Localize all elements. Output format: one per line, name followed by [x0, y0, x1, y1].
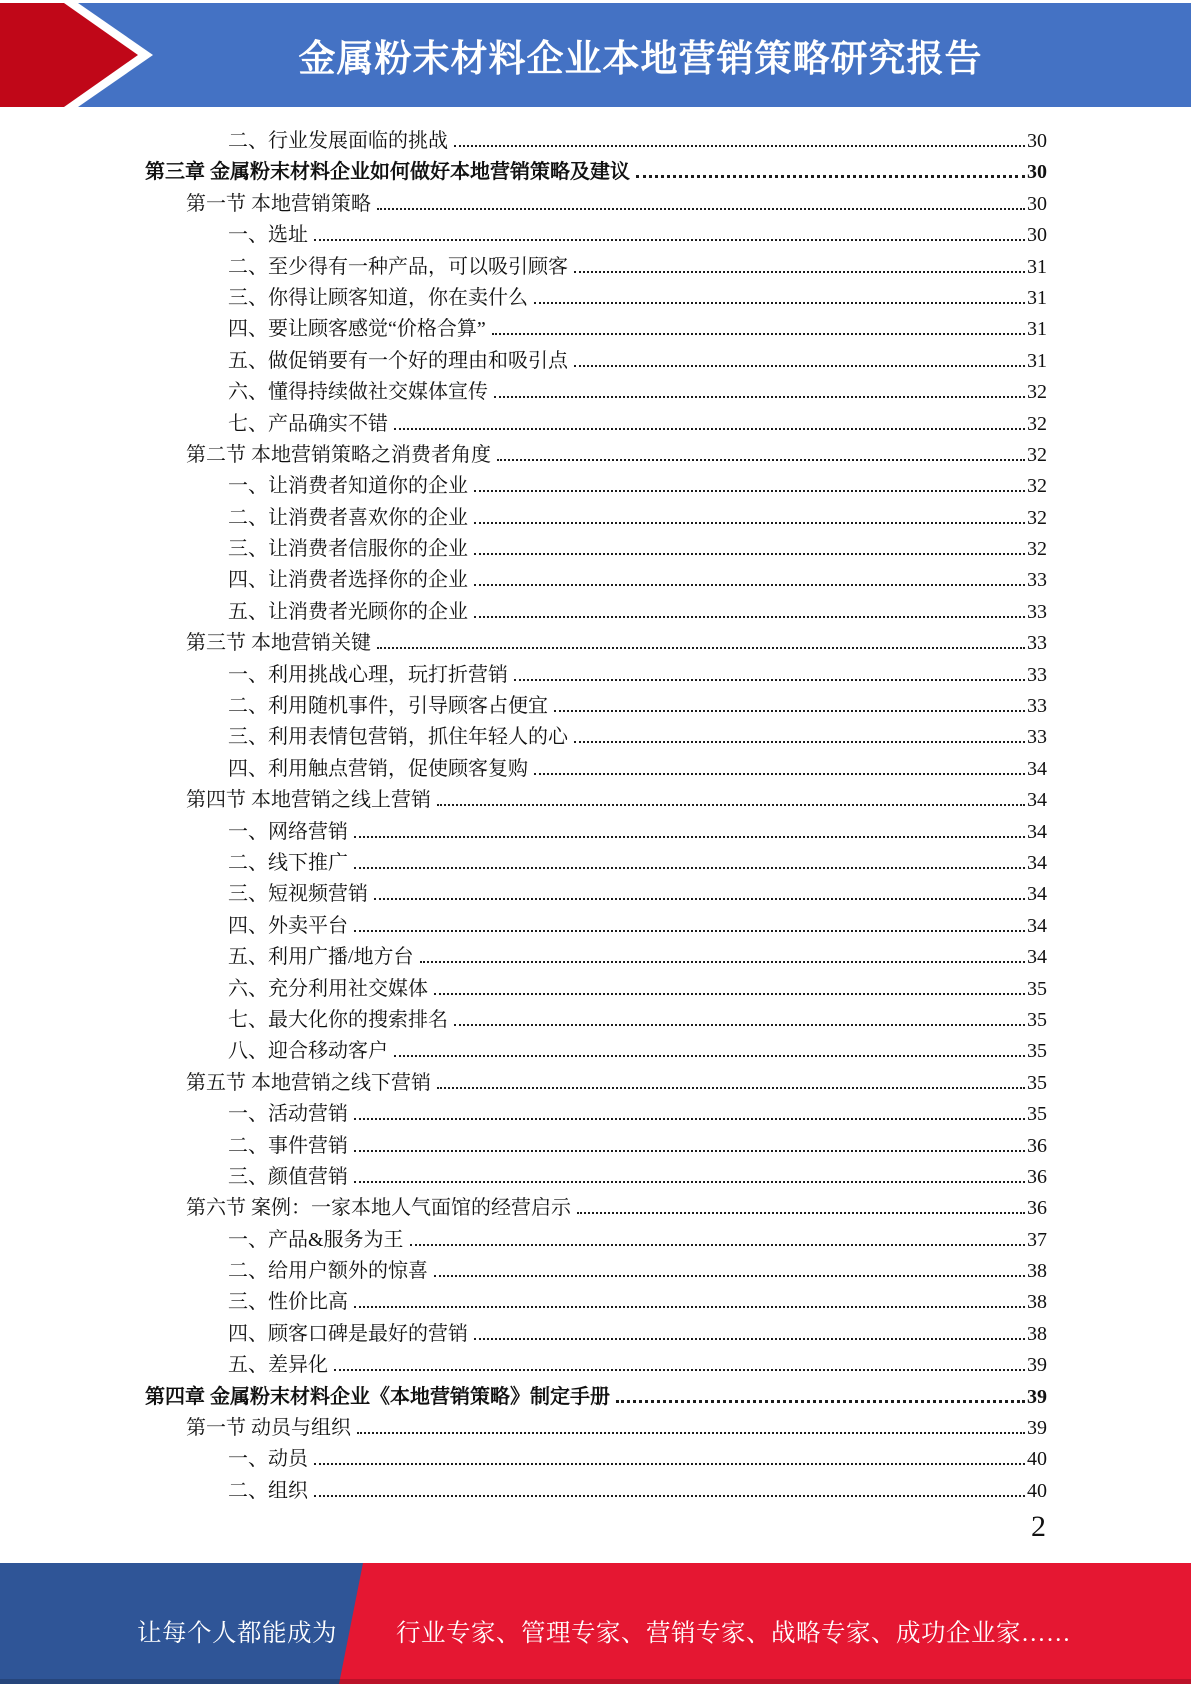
- toc-entry-label: 四、外卖平台: [228, 914, 348, 937]
- toc-page-number: 32: [1027, 412, 1047, 435]
- toc-entry-label: 三、性价比高: [228, 1291, 348, 1314]
- toc-entry[interactable]: [145, 469, 1047, 500]
- toc-page-number: 36: [1027, 1165, 1047, 1188]
- toc-leader-dots: [437, 1085, 1025, 1089]
- toc-entry[interactable]: [145, 783, 1047, 814]
- toc-entry[interactable]: [145, 595, 1047, 626]
- toc-leader-dots: [354, 1148, 1025, 1152]
- toc-page-number: 31: [1027, 286, 1047, 309]
- toc-leader-dots: [474, 1336, 1025, 1340]
- toc-page-number: 31: [1027, 255, 1047, 278]
- toc-page-number: 30: [1027, 130, 1047, 152]
- toc-leader-dots: [574, 739, 1025, 743]
- toc-page-number: 35: [1027, 977, 1047, 1000]
- toc-entry[interactable]: [145, 501, 1047, 532]
- toc-page-number: 38: [1027, 1291, 1047, 1314]
- toc-leader-dots: [434, 991, 1025, 995]
- toc-page-number: 39: [1027, 1385, 1047, 1408]
- toc-leader-dots: [474, 551, 1025, 555]
- toc-entry[interactable]: [145, 124, 1047, 155]
- table-of-contents: [145, 124, 1047, 1505]
- toc-entry[interactable]: [145, 438, 1047, 469]
- toc-entry-label: 二、利用随机事件，引导顾客占便宜: [228, 695, 548, 718]
- toc-entry-label: 三、你得让顾客知道，你在卖什么: [228, 286, 528, 309]
- toc-entry[interactable]: [145, 1066, 1047, 1097]
- toc-page-number: 32: [1027, 538, 1047, 561]
- toc-entry-label: 第二节 本地营销策略之消费者角度: [186, 443, 491, 466]
- toc-entry-label: 二、行业发展面临的挑战: [228, 130, 448, 152]
- toc-entry-label: 第四节 本地营销之线上营销: [186, 789, 431, 812]
- toc-entry-label: 五、利用广播/地方台: [228, 946, 414, 969]
- toc-entry-label: 四、让消费者选择你的企业: [228, 569, 468, 592]
- toc-leader-dots: [497, 457, 1025, 461]
- toc-entry-label: 七、最大化你的搜索排名: [228, 1008, 448, 1031]
- toc-entry-label: 五、让消费者光顾你的企业: [228, 600, 468, 623]
- toc-entry-label: 八、迎合移动客户: [228, 1040, 388, 1063]
- toc-page-number: 37: [1027, 1228, 1047, 1251]
- toc-entry-label: 第一节 本地营销策略: [186, 192, 371, 215]
- toc-leader-dots: [377, 206, 1025, 210]
- toc-entry[interactable]: [145, 1474, 1047, 1505]
- toc-entry-label: 二、事件营销: [228, 1134, 348, 1157]
- toc-page-number: 39: [1027, 1354, 1047, 1377]
- toc-leader-dots: [394, 1053, 1025, 1057]
- toc-entry[interactable]: [145, 1348, 1047, 1379]
- toc-page-number: 33: [1027, 632, 1047, 655]
- toc-page-number: 31: [1027, 349, 1047, 372]
- toc-leader-dots: [454, 143, 1025, 147]
- toc-entry[interactable]: [145, 312, 1047, 343]
- toc-entry-label: 四、利用触点营销，促使顾客复购: [228, 757, 528, 780]
- toc-page-number: 33: [1027, 726, 1047, 749]
- toc-page-number: 32: [1027, 443, 1047, 466]
- toc-leader-dots: [410, 1242, 1025, 1246]
- toc-leader-dots: [377, 645, 1025, 649]
- toc-leader-dots: [420, 959, 1025, 963]
- toc-leader-dots: [474, 582, 1025, 586]
- toc-entry-label: 一、选址: [228, 224, 308, 247]
- footer-banner: [0, 1563, 1191, 1684]
- toc-leader-dots: [314, 1461, 1025, 1465]
- toc-entry-label: 五、做促销要有一个好的理由和吸引点: [228, 349, 568, 372]
- toc-page-number: 32: [1027, 381, 1047, 404]
- toc-page-number: 40: [1027, 1479, 1047, 1502]
- toc-page-number: 38: [1027, 1260, 1047, 1283]
- toc-page-number: 36: [1027, 1134, 1047, 1157]
- toc-entry-label: 三、利用表情包营销，抓住年轻人的心: [228, 726, 568, 749]
- toc-leader-dots: [474, 520, 1025, 524]
- toc-leader-dots: [354, 1179, 1025, 1183]
- toc-entry-label: 三、让消费者信服你的企业: [228, 538, 468, 561]
- toc-leader-dots: [454, 1022, 1025, 1026]
- toc-entry[interactable]: [145, 1003, 1047, 1034]
- toc-entry-label: 三、短视频营销: [228, 883, 368, 906]
- toc-entry-label: 第五节 本地营销之线下营销: [186, 1071, 431, 1094]
- toc-page-number: 34: [1027, 757, 1047, 780]
- toc-page-number: 39: [1027, 1417, 1047, 1440]
- toc-leader-dots: [554, 708, 1025, 712]
- toc-entry[interactable]: [145, 877, 1047, 908]
- toc-page-number: 34: [1027, 820, 1047, 843]
- toc-page-number: 34: [1027, 914, 1047, 937]
- toc-entry[interactable]: [145, 1034, 1047, 1065]
- toc-entry[interactable]: [145, 972, 1047, 1003]
- toc-entry-label: 二、组织: [228, 1479, 308, 1502]
- toc-entry[interactable]: [145, 281, 1047, 312]
- toc-entry-label: 四、要让顾客感觉“价格合算”: [228, 318, 486, 341]
- toc-page-number: 34: [1027, 789, 1047, 812]
- toc-entry[interactable]: [145, 1223, 1047, 1254]
- toc-leader-dots: [314, 237, 1025, 241]
- toc-leader-dots: [434, 1273, 1025, 1277]
- toc-page-number: 40: [1027, 1448, 1047, 1471]
- toc-entry-label: 第六节 案例：一家本地人气面馆的经营启示: [186, 1197, 571, 1220]
- toc-entry[interactable]: [145, 1380, 1047, 1411]
- toc-entry[interactable]: [145, 407, 1047, 438]
- toc-entry-label: 第三节 本地营销关键: [186, 632, 371, 655]
- toc-leader-dots: [357, 1430, 1025, 1434]
- toc-leader-dots: [494, 394, 1025, 398]
- toc-leader-dots: [514, 677, 1025, 681]
- toc-leader-dots: [534, 771, 1025, 775]
- header-banner: [0, 3, 1191, 107]
- toc-entry-label: 三、颜值营销: [228, 1165, 348, 1188]
- footer-bottom-shade: [0, 1679, 1191, 1684]
- toc-entry-label: 二、让消费者喜欢你的企业: [228, 506, 468, 529]
- toc-entry-label: 六、懂得持续做社交媒体宣传: [228, 381, 488, 404]
- toc-entry[interactable]: [145, 563, 1047, 594]
- toc-entry[interactable]: [145, 344, 1047, 375]
- toc-entry-label: 一、活动营销: [228, 1103, 348, 1126]
- toc-entry[interactable]: [145, 689, 1047, 720]
- toc-entry[interactable]: [145, 1442, 1047, 1473]
- toc-entry-label: 六、充分利用社交媒体: [228, 977, 428, 1000]
- toc-leader-dots: [354, 865, 1025, 869]
- toc-entry-label: 一、利用挑战心理，玩打折营销: [228, 663, 508, 686]
- toc-page-number: 35: [1027, 1071, 1047, 1094]
- toc-entry[interactable]: [145, 187, 1047, 218]
- toc-entry[interactable]: [145, 375, 1047, 406]
- toc-entry[interactable]: [145, 1191, 1047, 1222]
- toc-page-number: 35: [1027, 1008, 1047, 1031]
- toc-leader-dots: [354, 928, 1025, 932]
- toc-leader-dots: [636, 173, 1025, 178]
- toc-entry-label: 一、动员: [228, 1448, 308, 1471]
- toc-entry[interactable]: [145, 909, 1047, 940]
- toc-entry[interactable]: [145, 1160, 1047, 1191]
- toc-entry-label: 二、至少得有一种产品，可以吸引顾客: [228, 255, 568, 278]
- toc-entry-label: 一、产品&服务为王: [228, 1228, 404, 1251]
- toc-page-number: 36: [1027, 1197, 1047, 1220]
- toc-page-number: 33: [1027, 695, 1047, 718]
- toc-entry[interactable]: [145, 626, 1047, 657]
- toc-leader-dots: [577, 1210, 1025, 1214]
- page-number: 2: [1031, 1510, 1046, 1543]
- toc-entry[interactable]: [145, 155, 1047, 186]
- toc-entry[interactable]: [145, 940, 1047, 971]
- toc-entry[interactable]: [145, 1097, 1047, 1128]
- toc-leader-dots: [474, 614, 1025, 618]
- toc-page-number: 33: [1027, 663, 1047, 686]
- toc-entry-label: 七、产品确实不错: [228, 412, 388, 435]
- toc-page-number: 33: [1027, 600, 1047, 623]
- toc-page-number: 34: [1027, 946, 1047, 969]
- toc-page-number: 35: [1027, 1103, 1047, 1126]
- toc-page-number: 38: [1027, 1322, 1047, 1345]
- toc-page-number: 31: [1027, 318, 1047, 341]
- toc-entry[interactable]: [145, 1285, 1047, 1316]
- toc-entry-label: 一、网络营销: [228, 820, 348, 843]
- toc-entry-label: 二、给用户额外的惊喜: [228, 1260, 428, 1283]
- toc-entry[interactable]: [145, 532, 1047, 563]
- toc-page-number: 34: [1027, 851, 1047, 874]
- toc-leader-dots: [492, 331, 1025, 335]
- toc-entry-label: 第三章 金属粉末材料企业如何做好本地营销策略及建议: [145, 161, 630, 184]
- toc-leader-dots: [616, 1398, 1025, 1403]
- toc-entry[interactable]: [145, 1254, 1047, 1285]
- toc-leader-dots: [574, 269, 1025, 273]
- toc-entry-label: 五、差异化: [228, 1354, 328, 1377]
- toc-leader-dots: [354, 834, 1025, 838]
- toc-entry[interactable]: [145, 846, 1047, 877]
- toc-leader-dots: [574, 363, 1025, 367]
- report-title: 金属粉末材料企业本地营销策略研究报告: [298, 38, 983, 79]
- toc-entry-label: 第一节 动员与组织: [186, 1417, 351, 1440]
- toc-page-number: 35: [1027, 1040, 1047, 1063]
- toc-leader-dots: [334, 1367, 1025, 1371]
- toc-leader-dots: [354, 1116, 1025, 1120]
- toc-entry[interactable]: [145, 720, 1047, 751]
- toc-entry-label: 第四章 金属粉末材料企业《本地营销策略》制定手册: [145, 1385, 610, 1408]
- toc-leader-dots: [314, 1493, 1025, 1497]
- toc-leader-dots: [534, 300, 1025, 304]
- toc-entry-label: 二、线下推广: [228, 851, 348, 874]
- toc-entry[interactable]: [145, 218, 1047, 249]
- toc-entry[interactable]: [145, 1411, 1047, 1442]
- toc-page-number: 30: [1027, 192, 1047, 215]
- toc-page-number: 32: [1027, 506, 1047, 529]
- toc-page-number: 30: [1027, 161, 1047, 184]
- toc-entry[interactable]: [145, 1129, 1047, 1160]
- toc-entry[interactable]: [145, 250, 1047, 281]
- toc-page-number: 34: [1027, 883, 1047, 906]
- toc-leader-dots: [374, 896, 1025, 900]
- toc-entry-label: 一、让消费者知道你的企业: [228, 475, 468, 498]
- toc-entry[interactable]: [145, 815, 1047, 846]
- toc-leader-dots: [474, 488, 1025, 492]
- toc-leader-dots: [354, 1304, 1025, 1308]
- toc-page-number: 33: [1027, 569, 1047, 592]
- footer-slogan-right: 行业专家、管理专家、营销专家、战略专家、成功企业家……: [396, 1620, 1071, 1647]
- toc-page-number: 32: [1027, 475, 1047, 498]
- footer-slogan-left: 让每个人都能成为: [137, 1620, 337, 1647]
- toc-entry[interactable]: [145, 658, 1047, 689]
- toc-leader-dots: [437, 802, 1025, 806]
- toc-leader-dots: [394, 426, 1025, 430]
- toc-entry[interactable]: [145, 752, 1047, 783]
- toc-entry-label: 四、顾客口碑是最好的营销: [228, 1322, 468, 1345]
- toc-page-number: 30: [1027, 224, 1047, 247]
- toc-entry[interactable]: [145, 1317, 1047, 1348]
